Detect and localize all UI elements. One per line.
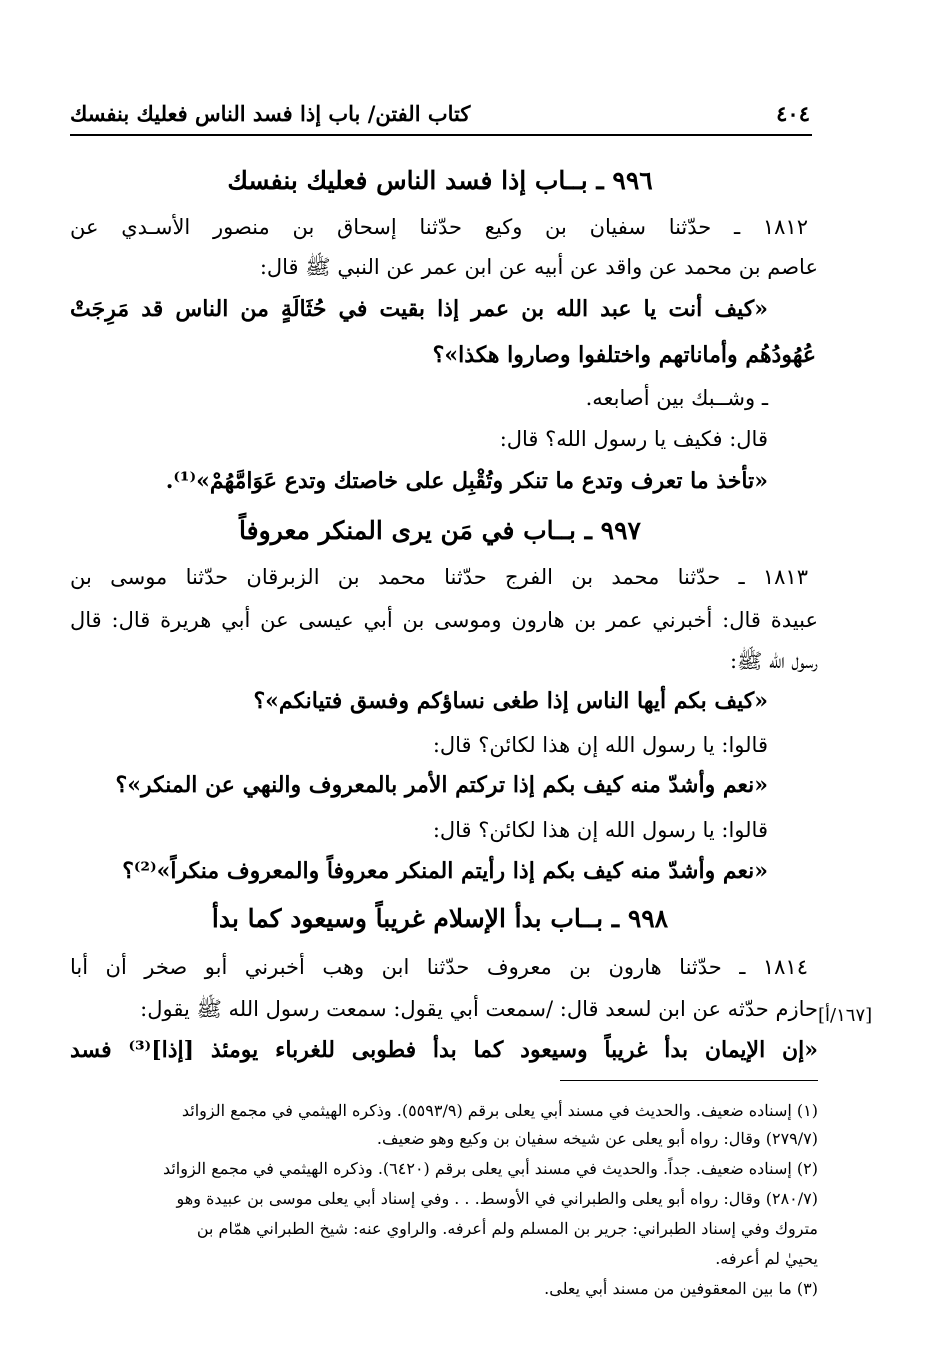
header-rule: [70, 134, 812, 136]
folio-marker: [١٦٧/أ]: [818, 1005, 873, 1026]
hadith-1812-quote-1: «كيف أنت يا عبد الله بن عمر إذا بقيت في حُثَالَةٍ من الناس قد مَرِجَتْ: [70, 296, 768, 322]
page-number: ٤٠٤: [776, 100, 810, 126]
chapter-heading-998: ٩٩٨ ـ بــاب بدأ الإسلام غريباً وسيعود كما بدأ: [211, 904, 669, 933]
hadith-1813-quote-1: «كيف بكم أيها الناس إذا طغى نساؤكم وفسق فتيانكم»؟: [253, 688, 768, 714]
hadith-1814-line-2: حازم حدّثه عن ابن لسعد قال: /سمعت أبي يقول: سمعت رسول الله ﷺ يقول:: [140, 997, 818, 1021]
footnote-2-line-3: متروك وفي إسناد الطبراني: جرير بن المسلم ولم أعرفه. والراوي عنه: شيخ الطبراني همّام بن: [196, 1219, 818, 1238]
footnote-rule: [560, 1080, 818, 1081]
footnote-3-line-1: (٣) ما بين المعقوفين من مسند أبي يعلى.: [544, 1279, 818, 1298]
hadith-1813-line-3: رسول الله ﷺ:: [729, 649, 818, 673]
hadith-1812-quote-3: «تأخذ ما تعرف وتدع ما تنكر وتُقْبِل على خاصتك وتدع عَوَامَّهُمْ»⁽¹⁾.: [165, 468, 768, 494]
hadith-1814-line-1: ١٨١٤ ـ حدّثنا هارون بن معروف حدّثنا ابن وهب أخبرني أبو صخر أن أبا: [70, 955, 808, 979]
hadith-1814-quote-1: «إن الإيمان بدأ غريباً وسيعود كما بدأ فطوبى للغرباء يومئذ [إذا]⁽³⁾ فسد: [70, 1037, 818, 1063]
chapter-heading-996: ٩٩٦ ـ بــاب إذا فسد الناس فعليك بنفسك: [227, 166, 653, 195]
hadith-1812-line-4: قال: فكيف يا رسول الله؟ قال:: [499, 427, 768, 451]
chapter-heading-997: ٩٩٧ ـ بــاب في مَن يرى المنكر معروفاً: [239, 516, 641, 545]
hadith-1812-quote-2: عُهُودُهُم وأماناتهم واختلفوا وصاروا هكذا»؟: [432, 342, 816, 368]
footnote-2-line-1: (٢) إسناده ضعيف. جداً. والحديث في مسند أبي يعلى برقم (٦٤٢٠). وذكره الهيثمي في مجمع الزوائد: [162, 1159, 818, 1178]
footnote-1-line-2: (٢٧٩/٧) وقال: رواه أبو يعلى عن شيخه سفيان بن وكيع وهو ضعيف.: [376, 1129, 818, 1148]
hadith-1812-line-1: ١٨١٢ ـ حدّثنا سفيان بن وكيع حدّثنا إسحاق بن منصور الأسـدي عن: [70, 215, 808, 239]
hadith-1813-line-2: عبيدة قال: أخبرني عمر بن هارون وموسى بن أبي عيسى عن أبي هريرة قال: قال: [70, 608, 818, 632]
hadith-1813-line-5: قالوا: يا رسول الله إن هذا لكائن؟ قال:: [432, 818, 768, 842]
hadith-1812-line-3: ـ وشــبك بين أصابعه.: [585, 386, 768, 410]
hadith-1813-quote-2: «نعم وأشدّ منه كيف بكم إذا تركتم الأمر بالمعروف والنهي عن المنكر»؟: [115, 772, 768, 798]
footnote-2-line-4: يحييٰ لم أعرفه.: [715, 1249, 818, 1268]
page-header: [70, 96, 810, 130]
hadith-1813-quote-3: «نعم وأشدّ منه كيف بكم إذا رأيتم المنكر معروفاً والمعروف منكراً»⁽²⁾؟: [122, 858, 768, 884]
running-title: كتاب الفتن/ باب إذا فسد الناس فعليك بنفسك: [70, 100, 471, 126]
footnote-2-line-2: (٢٨٠/٧) وقال: رواه أبو يعلى والطبراني في الأوسط. . . وفي إسناد أبي يعلى موسى بن عبيدة وهو: [176, 1189, 818, 1208]
footnote-1-line-1: (١) إسناده ضعيف. والحديث في مسند أبي يعلى برقم (٥٥٩٣/٩). وذكره الهيثمي في مجمع الزوائد: [181, 1101, 818, 1120]
hadith-1813-line-1: ١٨١٣ ـ حدّثنا محمد بن الفرج حدّثنا محمد بن الزبرقان حدّثنا موسى بن: [70, 565, 808, 589]
hadith-1812-line-2: عاصم بن محمد عن واقد عن أبيه عن ابن عمر عن النبي ﷺ قال:: [259, 255, 818, 279]
hadith-1813-line-4: قالوا: يا رسول الله إن هذا لكائن؟ قال:: [432, 733, 768, 757]
